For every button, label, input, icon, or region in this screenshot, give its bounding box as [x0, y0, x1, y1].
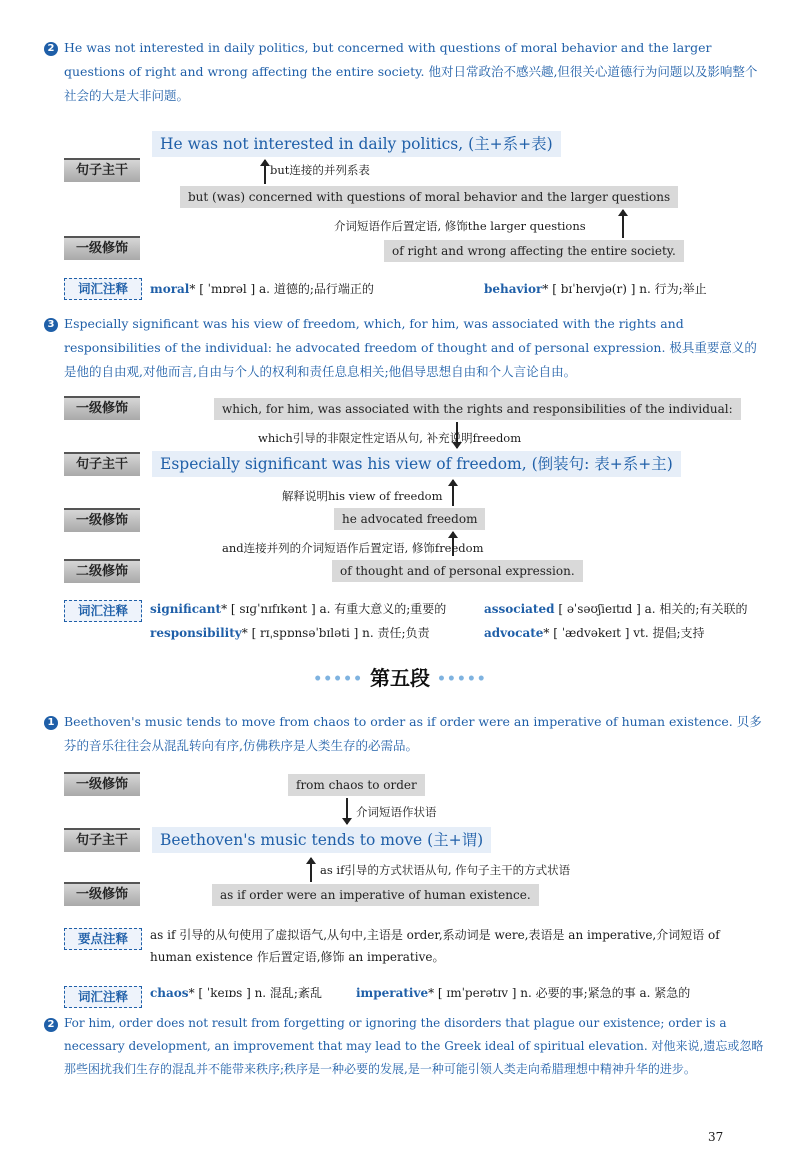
- arrow-up: [452, 480, 454, 506]
- annotation-note: as if引导的方式状语从句, 作句子主干的方式状语: [320, 863, 571, 877]
- vocab-entry-moral: moral* [ ˈmɒrəl ] a. 道德的;品行端正的: [150, 282, 374, 296]
- sentence-number-2: 2: [44, 42, 58, 56]
- arrow-up: [264, 160, 266, 184]
- label-main-clause: 句子主干: [64, 828, 140, 852]
- vocab-word: imperative: [356, 986, 429, 1000]
- annotation-note: which引导的非限定性定语从句, 补充说明freedom: [258, 431, 522, 445]
- main-clause: He was not interested in daily politics, (主+系+表): [152, 131, 561, 157]
- section-title: 第五段: [370, 666, 430, 690]
- annotation-note: 解释说明his view of freedom: [282, 489, 443, 503]
- vocab-word: behavior: [484, 282, 543, 296]
- key-points-text: as if 引导的从句使用了虚拟语气,从句中,主语是 order,系动词是 were,表语是 an imperative,介词短语 of human existence 作后置定语,修饰 an imperative。: [150, 928, 720, 964]
- vocab-word: moral: [150, 282, 190, 296]
- sentence-1-paragraph: Beethoven's music tends to move from chaos to order as if order were an imperative of human existence. 贝多芬的音乐往往会从混乱转向有序,仿佛秩序是人类生存的必需品。: [64, 714, 762, 753]
- main-clause: Beethoven's music tends to move (主+谓): [152, 827, 491, 853]
- arrow-up: [310, 858, 312, 882]
- vocab-word: responsibility: [150, 626, 242, 640]
- vocab-definition: [ rɪˌspɒnsəˈbɪləti ] n. 责任;负责: [251, 626, 430, 640]
- vocab-entry-advocate: advocate* [ ˈædvəkeɪt ] vt. 提倡;支持: [484, 626, 705, 640]
- decorative-dots: •••••: [436, 671, 487, 688]
- vocab-definition: [ ˈædvəkeɪt ] vt. 提倡;支持: [553, 626, 705, 640]
- modifier-bar: of thought and of personal expression.: [332, 560, 583, 582]
- modifier-bar: of right and wrong affecting the entire society.: [384, 240, 684, 262]
- annotation-note: but连接的并列系表: [270, 163, 370, 177]
- modifier-bar: as if order were an imperative of human existence.: [212, 884, 539, 906]
- label-modifier-2: 二级修饰: [64, 559, 140, 583]
- vocab-word: chaos: [150, 986, 189, 1000]
- vocab-entry-chaos: chaos* [ ˈkeɪɒs ] n. 混乱;紊乱: [150, 986, 322, 1000]
- label-modifier-1: 一级修饰: [64, 772, 140, 796]
- annotation-note: 介词短语作后置定语, 修饰the larger questions: [334, 219, 586, 233]
- label-main-clause: 句子主干: [64, 158, 140, 182]
- vocab-word: advocate: [484, 626, 544, 640]
- vocab-label: 词汇注释: [64, 278, 142, 300]
- vocab-definition: [ ˈkeɪɒs ] n. 混乱;紊乱: [198, 986, 322, 1000]
- label-main-clause: 句子主干: [64, 452, 140, 476]
- page-number: 37: [708, 1130, 724, 1144]
- vocab-definition: [ bɪˈheɪvjə(r) ] n. 行为;举止: [552, 282, 707, 296]
- sentence-2-paragraph: He was not interested in daily politics, but concerned with questions of moral behavior and the larger questions of right and wrong affecting the entire society. 他对日常政治不感兴趣,但很关心道德行为问题以及影响整个社会的大是大非问题。: [64, 40, 758, 103]
- annotation-note: and连接并列的介词短语作后置定语, 修饰freedom: [222, 541, 484, 555]
- label-modifier-1: 一级修饰: [64, 236, 140, 260]
- sentence-number-2: 2: [44, 1018, 58, 1032]
- modifier-bar: which, for him, was associated with the rights and responsibilities of the individual:: [214, 398, 741, 420]
- sentence-number-1: 1: [44, 716, 58, 730]
- vocab-word: significant: [150, 602, 222, 616]
- vocab-label: 词汇注释: [64, 986, 142, 1008]
- vocab-entry-significant: significant* [ sɪɡˈnɪfɪkənt ] a. 有重大意义的;重要的: [150, 602, 447, 616]
- arrow-up: [622, 210, 624, 238]
- annotation-note: 介词短语作状语: [356, 805, 437, 819]
- vocab-entry-responsibility: responsibility* [ rɪˌspɒnsəˈbɪləti ] n. 责任;负责: [150, 626, 430, 640]
- sentence-3-paragraph: Especially significant was his view of freedom, which, for him, was associated with the rights and responsibilities of the individual: he advocated freedom of thought and of personal expression. 极具重要意义的是他的自由观,对他而言,自由与个人的权利和责任息息相关;他倡导思想自由和个人言论自由。: [64, 316, 757, 379]
- vocab-label: 词汇注释: [64, 600, 142, 622]
- main-clause: Especially significant was his view of freedom, (倒装句: 表+系+主): [152, 451, 681, 477]
- key-points-label: 要点注释: [64, 928, 142, 950]
- vocab-definition: [ əˈsəʊʃieɪtɪd ] a. 相关的;有关联的: [558, 602, 748, 616]
- vocab-definition: [ sɪɡˈnɪfɪkənt ] a. 有重大意义的;重要的: [230, 602, 447, 616]
- modifier-bar: from chaos to order: [288, 774, 425, 796]
- vocab-entry-associated: [484, 600, 747, 617]
- modifier-bar: but (was) concerned with questions of moral behavior and the larger questions: [180, 186, 678, 208]
- vocab-entry-imperative: imperative* [ ɪmˈperətɪv ] n. 必要的事;紧急的事 a. 紧急的: [356, 986, 691, 1000]
- vocab-definition: [ ˈmɒrəl ] a. 道德的;品行端正的: [199, 282, 374, 296]
- section-heading: [0, 662, 800, 691]
- decorative-dots: •••••: [313, 671, 364, 688]
- label-modifier-1: 一级修饰: [64, 508, 140, 532]
- vocab-word: associated: [484, 602, 555, 616]
- vocab-entry-behavior: behavior* [ bɪˈheɪvjə(r) ] n. 行为;举止: [484, 282, 707, 296]
- label-modifier-1: 一级修饰: [64, 396, 140, 420]
- label-modifier-1: 一级修饰: [64, 882, 140, 906]
- arrow-down: [346, 798, 348, 824]
- sentence-2-paragraph: For him, order does not result from forgetting or ignoring the disorders that plague our existence; order is a necessary development, an improvement that may lead to the Greek ideal of spiritual elevation. 对他来说,遗忘或忽略那些困扰我们生存的混乱并不能带来秩序;秩序是一种必要的发展,是一种可能引领人类走向希腊理想中精神升华的进步。: [64, 1016, 764, 1076]
- sentence-number-3: 3: [44, 318, 58, 332]
- modifier-bar: he advocated freedom: [334, 508, 485, 530]
- vocab-definition: [ ɪmˈperətɪv ] n. 必要的事;紧急的事 a. 紧急的: [437, 986, 691, 1000]
